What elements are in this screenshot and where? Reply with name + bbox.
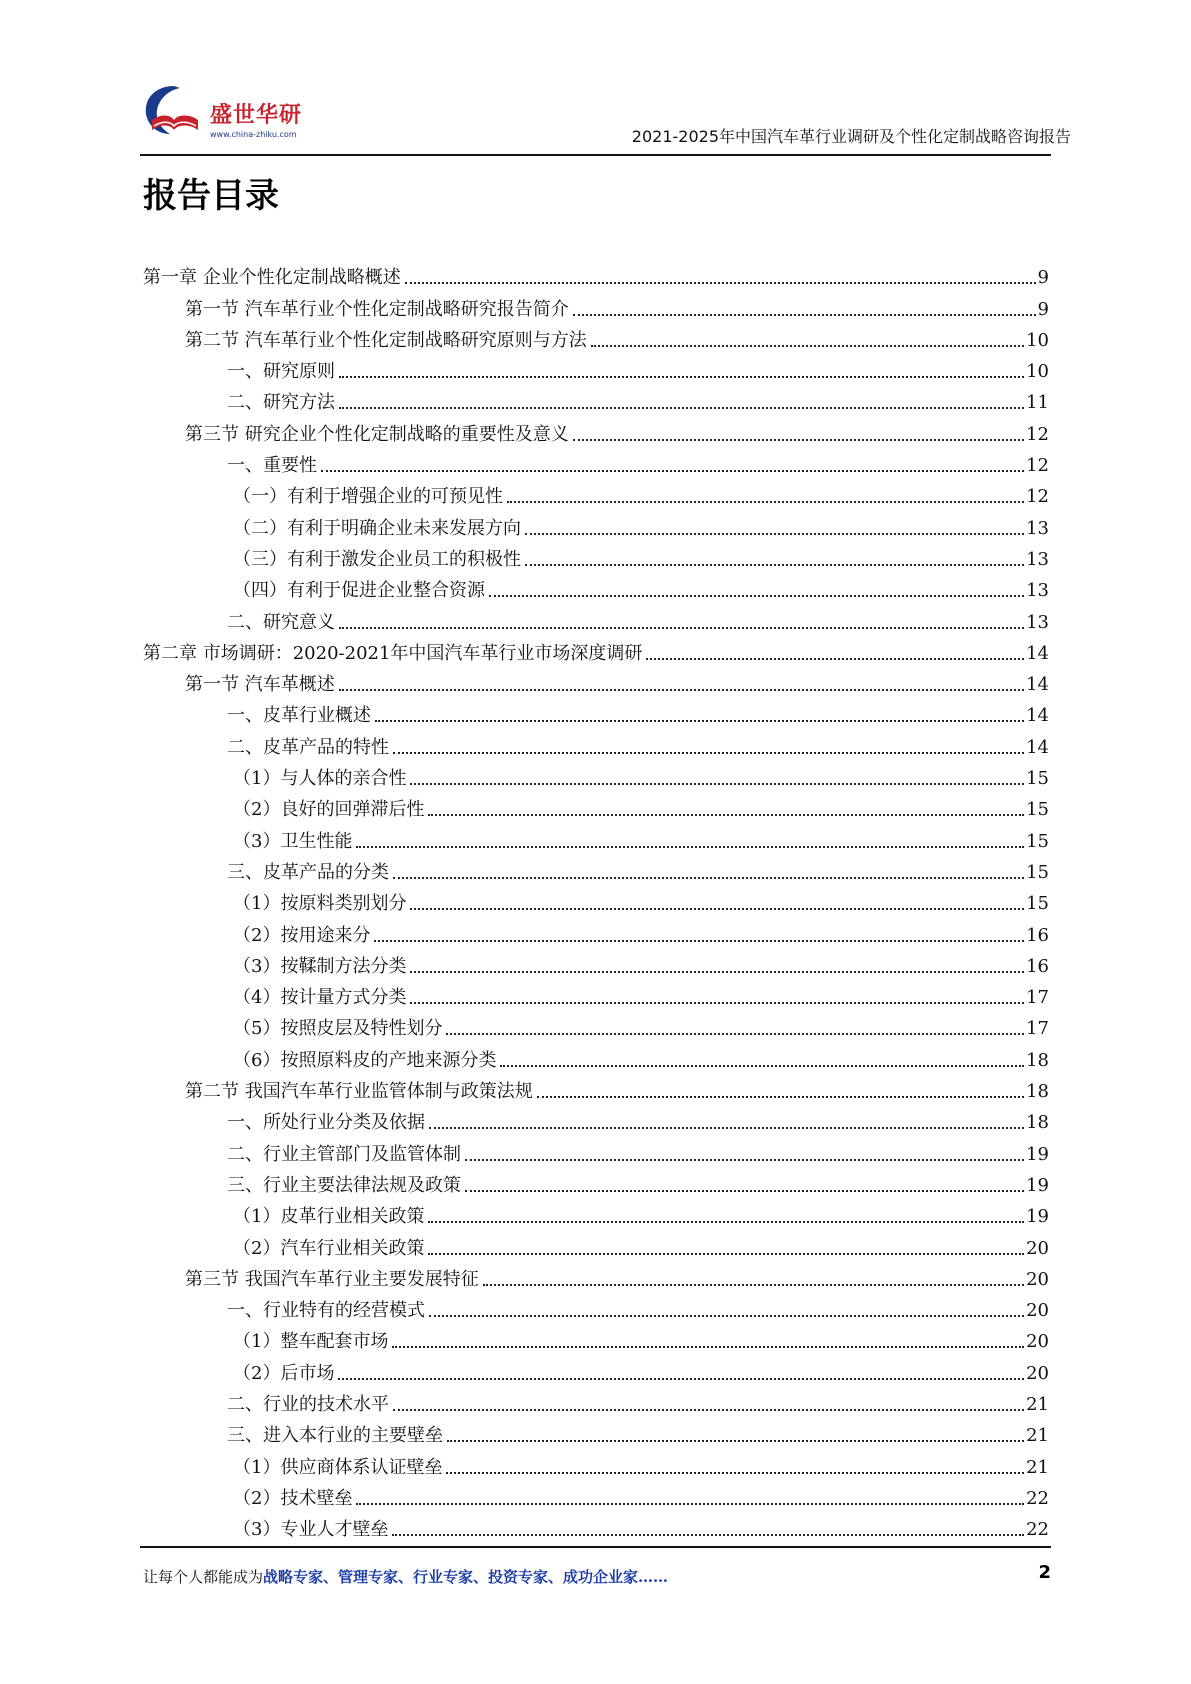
toc-entry-page: 14 xyxy=(1026,736,1049,758)
toc-entry[interactable] xyxy=(143,1448,1049,1479)
toc-leader-dots xyxy=(375,720,1024,722)
toc-leader-dots xyxy=(525,564,1024,566)
toc-entry-page: 13 xyxy=(1026,611,1049,633)
toc-leader-dots xyxy=(447,1440,1024,1442)
toc-entry-title: （2）汽车行业相关政策 xyxy=(233,1237,425,1259)
toc-entry[interactable] xyxy=(143,854,1049,885)
footer-divider xyxy=(140,1546,1051,1548)
toc-entry-page: 9 xyxy=(1037,267,1049,289)
toc-entry-title: 二、皮革产品的特性 xyxy=(227,736,389,758)
toc-leader-dots xyxy=(525,533,1024,535)
toc-entry-title: （4）按计量方式分类 xyxy=(233,987,407,1009)
toc-entry[interactable] xyxy=(143,1073,1049,1104)
toc-entry-title: （3）卫生性能 xyxy=(233,830,353,852)
toc-entry-page: 16 xyxy=(1026,924,1049,946)
toc-entry-page: 11 xyxy=(1026,392,1049,414)
toc-leader-dots xyxy=(429,1315,1024,1317)
toc-entry-page: 9 xyxy=(1037,298,1049,320)
toc-entry[interactable] xyxy=(143,384,1049,415)
toc-entry-page: 20 xyxy=(1026,1237,1049,1259)
toc-leader-dots xyxy=(338,1378,1024,1380)
toc-entry-title: 二、行业主管部门及监管体制 xyxy=(227,1143,461,1165)
report-title: 2021-2025年中国汽车革行业调研及个性化定制战略咨询报告 xyxy=(631,127,1071,146)
toc-entry[interactable] xyxy=(143,979,1049,1010)
toc-leader-dots xyxy=(321,470,1024,472)
toc-entry-title: （2）技术壁垒 xyxy=(233,1487,353,1509)
toc-entry[interactable] xyxy=(143,1417,1049,1448)
toc-entry-page: 22 xyxy=(1026,1519,1049,1541)
toc-leader-dots xyxy=(646,658,1024,660)
toc-leader-dots xyxy=(410,783,1024,785)
toc-entry-page: 20 xyxy=(1026,1331,1049,1353)
toc-entry-page: 12 xyxy=(1026,486,1049,508)
toc-entry-title: （6）按照原料皮的产地来源分类 xyxy=(233,1049,497,1071)
header-divider xyxy=(140,154,1051,156)
toc-entry-page: 21 xyxy=(1026,1393,1049,1415)
toc-leader-dots xyxy=(483,1284,1024,1286)
toc-entry[interactable] xyxy=(143,1041,1049,1072)
toc-entry[interactable] xyxy=(143,1135,1049,1166)
page-number: 2 xyxy=(1038,1562,1051,1583)
toc-entry-page: 15 xyxy=(1026,830,1049,852)
toc-entry[interactable] xyxy=(143,1104,1049,1135)
toc-entry-page: 22 xyxy=(1026,1487,1049,1509)
footer-slogan-highlight: 战略专家、管理专家、行业专家、投资专家、成功企业家…… xyxy=(263,1568,669,1586)
toc-entry[interactable] xyxy=(143,1480,1049,1511)
toc-entry-page: 14 xyxy=(1026,705,1049,727)
toc-entry[interactable] xyxy=(143,728,1049,759)
toc-entry-page: 12 xyxy=(1026,423,1049,445)
toc-entry-title: （3）按鞣制方法分类 xyxy=(233,955,407,977)
toc-leader-dots xyxy=(392,1534,1024,1536)
toc-entry-title: 第一节 汽车革概述 xyxy=(185,674,335,696)
toc-entry-title: 第二节 我国汽车革行业监管体制与政策法规 xyxy=(185,1081,533,1103)
toc-entry[interactable] xyxy=(143,572,1049,603)
footer-slogan xyxy=(143,1566,668,1587)
toc-entry-page: 21 xyxy=(1026,1425,1049,1447)
toc-entry-title: （1）供应商体系认证壁垒 xyxy=(233,1456,443,1478)
toc-entry-title: 第二章 市场调研：2020-2021年中国汽车革行业市场深度调研 xyxy=(143,642,643,664)
toc-entry-page: 19 xyxy=(1026,1143,1049,1165)
toc-entry-page: 15 xyxy=(1026,799,1049,821)
toc-entry-page: 14 xyxy=(1026,642,1049,664)
toc-leader-dots xyxy=(465,1190,1024,1192)
toc-entry[interactable] xyxy=(143,1167,1049,1198)
toc-entry-title: （2）按用途来分 xyxy=(233,924,371,946)
toc-leader-dots xyxy=(405,282,1036,284)
toc-entry[interactable] xyxy=(143,259,1049,290)
toc-entry[interactable] xyxy=(143,1229,1049,1260)
page-heading: 报告目录 xyxy=(143,176,279,216)
toc-leader-dots xyxy=(393,877,1024,879)
toc-entry-title: （3）专业人才壁垒 xyxy=(233,1519,389,1541)
toc-leader-dots xyxy=(393,752,1024,754)
toc-leader-dots xyxy=(446,1033,1024,1035)
toc-entry-page: 16 xyxy=(1026,955,1049,977)
toc-leader-dots xyxy=(374,940,1024,942)
toc-leader-dots xyxy=(465,1159,1024,1161)
toc-leader-dots xyxy=(428,1253,1024,1255)
toc-entry-page: 12 xyxy=(1026,455,1049,477)
toc-entry-title: 第二节 汽车革行业个性化定制战略研究原则与方法 xyxy=(185,329,587,351)
toc-entry[interactable] xyxy=(143,290,1049,321)
toc-leader-dots xyxy=(428,1221,1024,1223)
toc-entry[interactable] xyxy=(143,791,1049,822)
toc-leader-dots xyxy=(446,1472,1024,1474)
toc-leader-dots xyxy=(339,376,1024,378)
toc-leader-dots xyxy=(339,627,1024,629)
toc-entry[interactable] xyxy=(143,1198,1049,1229)
toc-entry-title: （2）后市场 xyxy=(233,1362,335,1384)
toc-entry-title: 一、行业特有的经营模式 xyxy=(227,1300,425,1322)
toc-entry-title: 一、重要性 xyxy=(227,455,317,477)
logo-name: 盛世华研 xyxy=(210,103,303,128)
toc-leader-dots xyxy=(428,814,1024,816)
toc-entry-page: 10 xyxy=(1026,361,1049,383)
toc-entry-title: （2）良好的回弹滞后性 xyxy=(233,799,425,821)
toc-entry[interactable] xyxy=(143,885,1049,916)
toc-entry[interactable] xyxy=(143,1292,1049,1323)
toc-entry[interactable] xyxy=(143,916,1049,947)
toc-entry[interactable] xyxy=(143,697,1049,728)
toc-entry-title: （一）有利于增强企业的可预见性 xyxy=(233,486,503,508)
book-swoosh-icon xyxy=(140,80,206,142)
toc-entry-title: 一、研究原则 xyxy=(227,361,335,383)
company-logo xyxy=(140,80,320,150)
toc-entry-title: （1）按原料类别划分 xyxy=(233,893,407,915)
toc-entry-title: （三）有利于激发企业员工的积极性 xyxy=(233,548,521,570)
toc-entry-page: 18 xyxy=(1026,1049,1049,1071)
toc-entry-page: 20 xyxy=(1026,1300,1049,1322)
toc-entry-page: 18 xyxy=(1026,1081,1049,1103)
toc-entry-page: 20 xyxy=(1026,1362,1049,1384)
toc-entry[interactable] xyxy=(143,822,1049,853)
toc-entry[interactable] xyxy=(143,1261,1049,1292)
toc-entry-title: 第三节 我国汽车革行业主要发展特征 xyxy=(185,1268,479,1290)
toc-entry-page: 17 xyxy=(1026,1018,1049,1040)
toc-entry-page: 13 xyxy=(1026,517,1049,539)
toc-entry-page: 14 xyxy=(1026,674,1049,696)
toc-entry-title: 二、行业的技术水平 xyxy=(227,1393,389,1415)
toc-leader-dots xyxy=(537,1096,1024,1098)
toc-leader-dots xyxy=(410,1002,1024,1004)
toc-entry-title: （1）与人体的亲合性 xyxy=(233,768,407,790)
toc-leader-dots xyxy=(429,1127,1024,1129)
toc-entry-title: 一、所处行业分类及依据 xyxy=(227,1112,425,1134)
toc-entry[interactable] xyxy=(143,1354,1049,1385)
toc-entry[interactable] xyxy=(143,760,1049,791)
toc-leader-dots xyxy=(500,1065,1024,1067)
table-of-contents xyxy=(143,259,1049,1542)
toc-entry-page: 15 xyxy=(1026,893,1049,915)
toc-entry-title: 三、皮革产品的分类 xyxy=(227,861,389,883)
toc-entry-title: 三、进入本行业的主要壁垒 xyxy=(227,1425,443,1447)
logo-url: www.china-zhiku.com xyxy=(210,130,297,139)
toc-leader-dots xyxy=(339,407,1024,409)
toc-entry-title: 一、皮革行业概述 xyxy=(227,705,371,727)
toc-leader-dots xyxy=(410,971,1024,973)
toc-entry-title: （5）按照皮层及特性划分 xyxy=(233,1018,443,1040)
toc-entry[interactable] xyxy=(143,1323,1049,1354)
toc-entry-title: 第一章 企业个性化定制战略概述 xyxy=(143,267,401,289)
toc-entry-title: 二、研究意义 xyxy=(227,611,335,633)
toc-entry[interactable] xyxy=(143,447,1049,478)
toc-entry[interactable] xyxy=(143,478,1049,509)
toc-entry-page: 13 xyxy=(1026,580,1049,602)
toc-entry-title: （1）皮革行业相关政策 xyxy=(233,1206,425,1228)
toc-entry-page: 15 xyxy=(1026,861,1049,883)
toc-entry-title: （四）有利于促进企业整合资源 xyxy=(233,580,485,602)
toc-leader-dots xyxy=(393,1409,1024,1411)
toc-leader-dots xyxy=(573,439,1024,441)
toc-entry[interactable] xyxy=(143,635,1049,666)
toc-entry[interactable] xyxy=(143,415,1049,446)
toc-leader-dots xyxy=(410,908,1024,910)
toc-entry[interactable] xyxy=(143,541,1049,572)
toc-entry-page: 17 xyxy=(1026,987,1049,1009)
toc-entry-page: 21 xyxy=(1026,1456,1049,1478)
toc-leader-dots xyxy=(489,595,1024,597)
toc-entry[interactable] xyxy=(143,666,1049,697)
toc-entry-title: （1）整车配套市场 xyxy=(233,1331,389,1353)
toc-entry[interactable] xyxy=(143,322,1049,353)
toc-entry[interactable] xyxy=(143,353,1049,384)
toc-entry[interactable] xyxy=(143,509,1049,540)
toc-entry[interactable] xyxy=(143,948,1049,979)
toc-entry-page: 20 xyxy=(1026,1268,1049,1290)
toc-entry-title: 第三节 研究企业个性化定制战略的重要性及意义 xyxy=(185,423,569,445)
toc-entry-page: 10 xyxy=(1026,329,1049,351)
toc-leader-dots xyxy=(339,689,1024,691)
toc-entry-title: 三、行业主要法律法规及政策 xyxy=(227,1174,461,1196)
footer-slogan-lead: 让每个人都能成为 xyxy=(143,1568,264,1586)
toc-entry[interactable] xyxy=(143,603,1049,634)
toc-entry-page: 15 xyxy=(1026,768,1049,790)
toc-leader-dots xyxy=(591,345,1024,347)
toc-entry-page: 18 xyxy=(1026,1112,1049,1134)
toc-entry-page: 19 xyxy=(1026,1206,1049,1228)
toc-leader-dots xyxy=(392,1346,1024,1348)
toc-leader-dots xyxy=(573,314,1036,316)
toc-entry[interactable] xyxy=(143,1386,1049,1417)
toc-leader-dots xyxy=(356,846,1024,848)
toc-entry-page: 13 xyxy=(1026,548,1049,570)
toc-entry-title: （二）有利于明确企业未来发展方向 xyxy=(233,517,521,539)
toc-entry-title: 二、研究方法 xyxy=(227,392,335,414)
toc-entry-page: 19 xyxy=(1026,1174,1049,1196)
toc-entry-title: 第一节 汽车革行业个性化定制战略研究报告简介 xyxy=(185,298,569,320)
toc-leader-dots xyxy=(356,1503,1024,1505)
toc-leader-dots xyxy=(507,501,1024,503)
toc-entry[interactable] xyxy=(143,1511,1049,1542)
toc-entry[interactable] xyxy=(143,1010,1049,1041)
